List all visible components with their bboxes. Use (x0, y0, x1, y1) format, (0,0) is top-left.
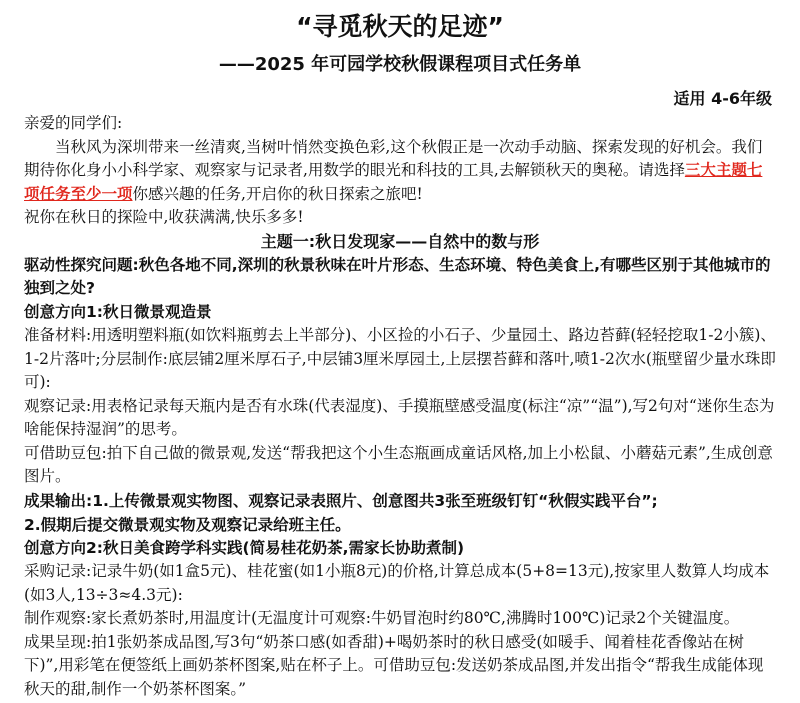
direction1-doubao: 可借助豆包:拍下自己做的微景观,发送“帮我把这个小生态瓶画成童话风格,加上小松鼠、小蘑菇元素”,生成创意图片。 (24, 443, 773, 485)
direction2-title: 创意方向2:秋日美食跨学科实践(简易桂花奶茶,需家长协助煮制) (24, 538, 465, 557)
greeting: 亲爱的同学们: (24, 114, 123, 132)
intro-wish: 祝你在秋日的探险中,收获满满,快乐多多! (24, 208, 304, 226)
driving-question-label: 驱动性探究问题: (24, 255, 139, 274)
grade-label: 适用 4-6年级 (673, 89, 772, 108)
document-title: “寻觅秋天的足迹” (296, 12, 504, 41)
intro-text-after: 你感兴趣的任务,开启你的秋日探索之旅吧! (132, 184, 423, 203)
direction1-output-1: 成果输出:1.上传微景观实物图、观察记录表照片、创意图共3张至班级钉钉“秋假实践平台”; (24, 491, 658, 510)
intro-paragraph (24, 136, 776, 207)
theme1-title: 主题一:秋日发现家——自然中的数与形 (260, 231, 540, 251)
direction1-materials: 准备材料:用透明塑料瓶(如饮料瓶剪去上半部分)、小区捡的小石子、少量园土、路边苔藓(轻轻挖取1-2小簇)、1-2片落叶;分层制作:底层铺2厘米厚石子,中层铺3厘米厚园土,上层摆苔藓和落叶,喷1-2次水(瓶壁留少量水珠即可): (24, 326, 776, 391)
intro-highlight: 三大主题七项任务至少一项 (24, 161, 763, 203)
direction2-purchase: 采购记录:记录牛奶(如1盒5元)、桂花蜜(如1小瓶8元)的价格,计算总成本(5+8=13元),按家里人数算人均成本(如3人,13÷3≈4.3元): (24, 562, 770, 604)
direction2-making: 制作观察:家长煮奶茶时,用温度计(无温度计可观察:牛奶冒泡时约80℃,沸腾时100℃)记录2个关键温度。 (24, 609, 740, 627)
document-subtitle: ——2025 年可园学校秋假课程项目式任务单 (218, 54, 582, 75)
direction1-output-2: 2.假期后提交微景观实物及观察记录给班主任。 (24, 515, 351, 534)
intro-text-before: 当秋风为深圳带来一丝清爽,当树叶悄然变换色彩,这个秋假正是一次动手动脑、探索发现的好机会。我们期待你化身小小科学家、观察家与记录者,用数学的眼光和科技的工具,去解锁秋天的奥秘。请选择 (24, 137, 763, 179)
driving-question (24, 254, 776, 301)
direction1-title: 创意方向1:秋日微景观造景 (24, 302, 212, 321)
driving-question-text: 秋色各地不同,深圳的秋景秋味在叶片形态、生态环境、特色美食上,有哪些区别于其他城市的独到之处? (24, 255, 771, 297)
direction2-result: 成果呈现:拍1张奶茶成品图,写3句“奶茶口感(如香甜)+喝奶茶时的秋日感受(如暖手、闻着桂花香像站在树下)”,用彩笔在便签纸上画奶茶杯图案,贴在杯子上。可借助豆包:发送奶茶成品图,并发出指令“帮我生成能体现秋天的甜,制作一个奶茶杯图案。” (24, 632, 764, 698)
direction1-observation: 观察记录:用表格记录每天瓶内是否有水珠(代表湿度)、手摸瓶壁感受温度(标注“凉”“温”),写2句对“迷你生态为啥能保持湿润”的思考。 (24, 396, 775, 438)
